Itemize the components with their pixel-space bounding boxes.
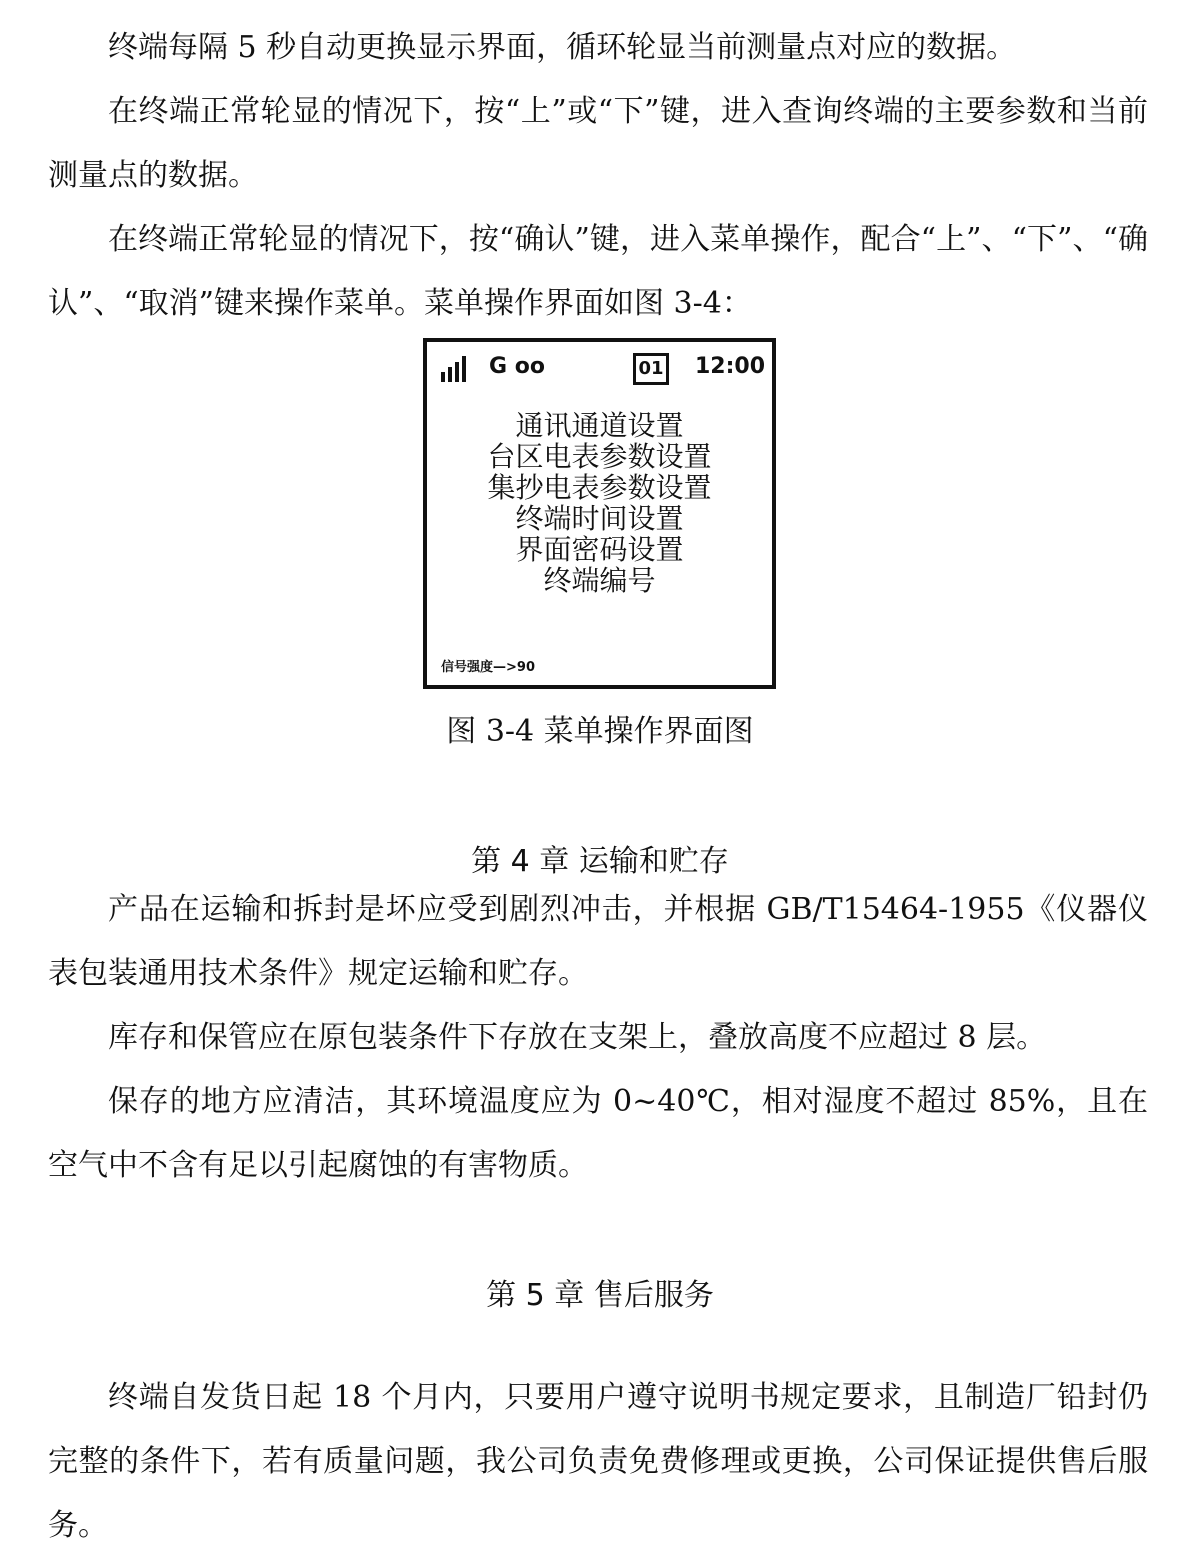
chapter-4-heading: 第 4 章 运输和贮存 [471,844,729,879]
paragraph-after-sales: 终端自发货日起 18 个月内，只要用户遵守说明书规定要求，且制造厂铅封仍完整的条件下，若有质量问题，我公司负责免费修理或更换，公司保证提供售后服务。 [48,1380,1148,1543]
menu-item-terminal-id[interactable]: 终端编号 [543,564,656,597]
paragraph-menu-operation: 在终端正常轮显的情况下，按“确认”键，进入菜单操作，配合“上”、“下”、“确认”、“取消”键来操作菜单。菜单操作界面如图 3-4： [48,222,1148,321]
chapter-5-heading: 第 5 章 售后服务 [486,1278,714,1313]
menu-item-terminal-time[interactable]: 终端时间设置 [515,502,684,535]
paragraph-display-cycle: 终端每隔 5 秒自动更换显示界面，循环轮显当前测量点对应的数据。 [108,30,1017,65]
menu-item-collect-meter-params[interactable]: 集抄电表参数设置 [487,471,712,504]
paragraph-transport: 产品在运输和拆封是坏应受到剧烈冲击，并根据 GB/T15464-1955《仪器仪表包装通用技术条件》规定运输和贮存。 [48,892,1148,991]
channel-indicator: 01 [633,353,669,385]
clock-display: 12:00 [695,354,766,379]
signal-strength-readout: 信号强度—>90 [441,660,535,675]
lcd-menu-screen [423,338,776,689]
paragraph-storage-stacking: 库存和保管应在原包装条件下存放在支架上，叠放高度不应超过 8 层。 [108,1020,1047,1055]
network-label: G oo [489,354,545,379]
figure-caption: 图 3-4 菜单操作界面图 [446,714,754,749]
paragraph-query-keys: 在终端正常轮显的情况下，按“上”或“下”键，进入查询终端的主要参数和当前测量点的数据。 [48,94,1148,193]
menu-item-comm-channel[interactable]: 通讯通道设置 [515,409,684,442]
signal-bars-icon [441,356,471,382]
menu-item-area-meter-params[interactable]: 台区电表参数设置 [487,440,712,473]
menu-item-password[interactable]: 界面密码设置 [515,533,684,566]
paragraph-storage-environment: 保存的地方应清洁，其环境温度应为 0~40℃，相对湿度不超过 85%，且在空气中不含有足以引起腐蚀的有害物质。 [48,1084,1148,1183]
settings-menu [427,410,772,596]
